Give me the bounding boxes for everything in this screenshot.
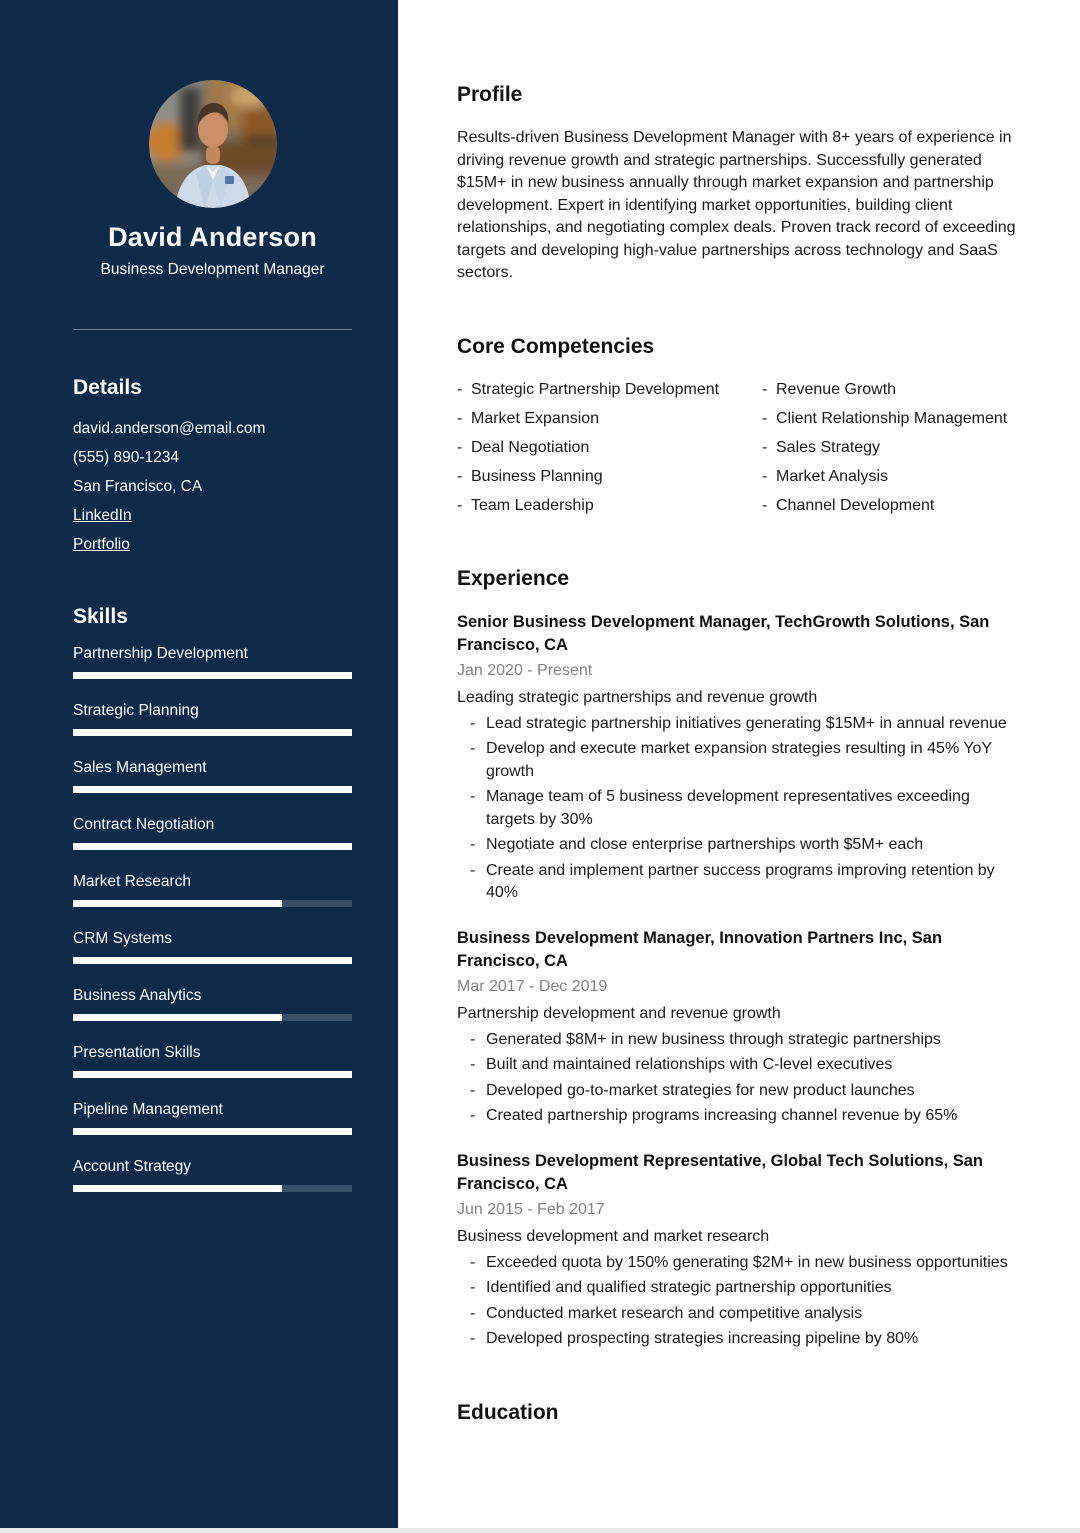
job-dates: Jun 2015 - Feb 2017 xyxy=(457,1200,605,1218)
job-summary: Leading strategic partnerships and revenue growth xyxy=(457,688,818,706)
skill-label: Sales Management xyxy=(73,759,207,776)
job-bullet: - Conducted market research and competitive analysis xyxy=(457,1303,1022,1326)
resume-body xyxy=(398,0,1080,1533)
skill-bar-track xyxy=(73,1185,352,1192)
skill-label: Market Research xyxy=(73,873,192,890)
experience-heading: Experience xyxy=(457,566,570,590)
job-bullet-list xyxy=(457,713,1022,905)
details-section xyxy=(73,376,352,559)
education-section xyxy=(457,1401,1022,1425)
competency-item: - Revenue Growth xyxy=(762,379,1022,401)
competency-item: - Market Analysis xyxy=(762,466,1022,488)
job-bullet: - Developed go-to-market strategies for new product launches xyxy=(457,1080,1022,1103)
experience-jobs xyxy=(457,611,1022,1351)
skill-label: Account Strategy xyxy=(73,1158,192,1175)
job-bullet: - Exceeded quota by 150% generating $2M+ in new business opportunities xyxy=(457,1252,1022,1275)
skill-bar-fill xyxy=(73,1185,282,1192)
competencies-section xyxy=(457,335,1022,517)
skill-label: Pipeline Management xyxy=(73,1101,223,1118)
job-title: Business Development Manager, Innovation Partners Inc, San Francisco, CA xyxy=(457,928,943,970)
job-bullet: - Create and implement partner success programs improving retention by 40% xyxy=(457,860,1022,905)
profile-text: Results-driven Business Development Manager with 8+ years of experience in driving revenue growth and strategic partnerships. Successfully generated $15M+ in new business annually through market expansion and partnership development. Expert in identifying market opportunities, building client relationships, and negotiating complex deals. Proven track record of exceeding targets and developing high-value partnerships across technology and SaaS sectors. xyxy=(457,129,1016,281)
job-bullet-list xyxy=(457,1252,1022,1351)
job-bullet: - Built and maintained relationships with C-level executives xyxy=(457,1054,1022,1077)
sidebar-header xyxy=(73,80,352,281)
skills-section xyxy=(73,605,352,1192)
skill-item xyxy=(73,757,352,793)
job-entry xyxy=(457,927,1022,1128)
skill-item xyxy=(73,985,352,1021)
skill-bar-track xyxy=(73,1128,352,1135)
detail-phone: (555) 890-1234 xyxy=(73,449,179,466)
skill-label: Business Analytics xyxy=(73,987,202,1004)
job-bullet: - Developed prospecting strategies increasing pipeline by 80% xyxy=(457,1328,1022,1351)
skill-bar-fill xyxy=(73,900,282,907)
skill-bar-fill xyxy=(73,786,352,793)
skill-label: Presentation Skills xyxy=(73,1044,201,1061)
skill-bar-track xyxy=(73,843,352,850)
details-heading: Details xyxy=(73,376,142,399)
job-bullet: - Created partnership programs increasing channel revenue by 65% xyxy=(457,1105,1022,1128)
skill-label: Partnership Development xyxy=(73,645,248,662)
skill-item xyxy=(73,1156,352,1192)
competency-item: - Channel Development xyxy=(762,495,1022,517)
detail-email: david.anderson@email.com xyxy=(73,420,266,437)
job-bullet: - Develop and execute market expansion strategies resulting in 45% YoY growth xyxy=(457,738,1022,783)
job-entry xyxy=(457,611,1022,905)
job-bullet-list xyxy=(457,1029,1022,1128)
profile-section xyxy=(457,83,1022,285)
skill-bar-track xyxy=(73,900,352,907)
skill-bar-track xyxy=(73,672,352,679)
competency-item: - Market Expansion xyxy=(457,408,762,430)
job-bullet: - Negotiate and close enterprise partnerships worth $5M+ each xyxy=(457,834,1022,857)
sidebar-divider xyxy=(73,329,352,330)
skill-bar-fill xyxy=(73,672,352,679)
skill-item xyxy=(73,814,352,850)
skill-bar-track xyxy=(73,729,352,736)
skill-bar-fill xyxy=(73,1128,352,1135)
job-summary: Partnership development and revenue growth xyxy=(457,1004,781,1022)
experience-section xyxy=(457,567,1022,1351)
job-title: Business Development Representative, Global Tech Solutions, San Francisco, CA xyxy=(457,1151,983,1193)
skill-bar-track xyxy=(73,786,352,793)
skill-label: CRM Systems xyxy=(73,930,173,947)
competencies-grid xyxy=(457,379,1022,517)
education-heading: Education xyxy=(457,1400,559,1424)
job-summary: Business development and market research xyxy=(457,1227,770,1245)
portfolio-link[interactable]: Portfolio xyxy=(73,536,130,553)
competency-item: - Business Planning xyxy=(457,466,762,488)
skills-list xyxy=(73,643,352,1192)
skill-bar-fill xyxy=(73,1071,352,1078)
skill-bar-fill xyxy=(73,957,352,964)
skill-item xyxy=(73,643,352,679)
skill-item xyxy=(73,871,352,907)
skill-bar-fill xyxy=(73,843,352,850)
skill-item xyxy=(73,1099,352,1135)
competency-item: - Team Leadership xyxy=(457,495,762,517)
skill-bar-fill xyxy=(73,1014,282,1021)
skill-label: Contract Negotiation xyxy=(73,816,215,833)
job-bullet: - Lead strategic partnership initiatives generating $15M+ in annual revenue xyxy=(457,713,1022,736)
candidate-name: David Anderson xyxy=(108,222,317,252)
page-bottom-edge xyxy=(0,1528,1080,1533)
competency-item: - Deal Negotiation xyxy=(457,437,762,459)
job-dates: Jan 2020 - Present xyxy=(457,661,593,679)
candidate-title: Business Development Manager xyxy=(100,261,325,278)
skill-bar-track xyxy=(73,1014,352,1021)
profile-photo-image xyxy=(149,80,277,208)
job-bullet: - Manage team of 5 business development representatives exceeding targets by 30% xyxy=(457,786,1022,831)
job-dates: Mar 2017 - Dec 2019 xyxy=(457,977,608,995)
competencies-heading: Core Competencies xyxy=(457,334,655,358)
skill-item xyxy=(73,928,352,964)
competency-item: - Sales Strategy xyxy=(762,437,1022,459)
skill-item xyxy=(73,1042,352,1078)
job-bullet: - Identified and qualified strategic partnership opportunities xyxy=(457,1277,1022,1300)
skill-bar-fill xyxy=(73,729,352,736)
job-entry xyxy=(457,1150,1022,1351)
skill-bar-track xyxy=(73,1071,352,1078)
profile-photo xyxy=(149,80,277,208)
competency-item: - Client Relationship Management xyxy=(762,408,1022,430)
sidebar xyxy=(0,0,398,1533)
skill-label: Strategic Planning xyxy=(73,702,199,719)
linkedin-link[interactable]: LinkedIn xyxy=(73,507,132,524)
profile-heading: Profile xyxy=(457,83,523,106)
job-title: Senior Business Development Manager, TechGrowth Solutions, San Francisco, CA xyxy=(457,612,990,654)
job-bullet: - Generated $8M+ in new business through strategic partnerships xyxy=(457,1029,1022,1052)
skills-heading: Skills xyxy=(73,605,128,628)
competency-item: - Strategic Partnership Development xyxy=(457,379,762,401)
skill-item xyxy=(73,700,352,736)
detail-location: San Francisco, CA xyxy=(73,478,203,495)
skill-bar-track xyxy=(73,957,352,964)
